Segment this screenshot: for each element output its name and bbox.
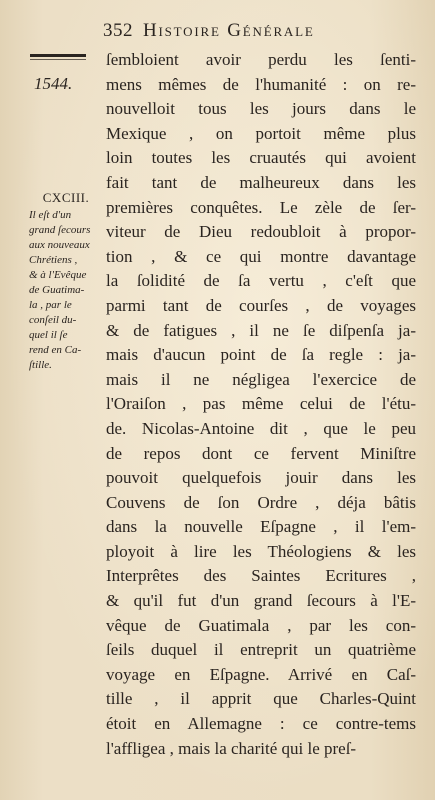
margin-note-line: grand ſecours xyxy=(29,224,91,236)
text-line: Mexique , on portoit même plus xyxy=(106,123,416,143)
text-line: ſeils duquel il entreprit un quatrième xyxy=(106,640,416,660)
text-line: loin toutes les cruautés qui avoient xyxy=(106,148,416,168)
ornamental-rule-thin xyxy=(30,59,86,60)
text-line: & de fatigues , il ne ſe diſpenſa ja- xyxy=(106,320,416,340)
text-line: l'Oraiſon , pas même celui de l'étu- xyxy=(106,394,416,414)
page-header xyxy=(103,20,423,44)
margin-note-line: rend en Ca- xyxy=(29,344,82,356)
text-line: pouvoit quelquefois jouir dans les xyxy=(106,468,416,488)
running-title: Histoire Générale xyxy=(143,20,315,41)
text-line: voyage en Eſpagne. Arrivé en Caſ- xyxy=(106,664,416,684)
page-number: 352 xyxy=(103,20,133,41)
margin-note-line: Chrétiens , xyxy=(29,254,78,266)
margin-note-line: & à l'Evêque xyxy=(29,269,87,281)
text-line: & qu'il fut d'un grand ſecours à l'E- xyxy=(106,591,416,611)
margin-note-line: quel il ſe xyxy=(29,329,68,341)
margin-year: 1544. xyxy=(34,74,73,93)
text-line: de. Nicolas-Antoine dit , que le peu xyxy=(106,418,416,438)
text-line: dans la nouvelle Eſpagne , il l'em- xyxy=(106,517,416,537)
margin-note-line: ſtille. xyxy=(29,359,52,371)
text-line: étoit en Allemagne : ce contre-tems xyxy=(106,714,416,734)
ornamental-rule xyxy=(30,54,86,57)
text-line: mais d'aucun point de ſa regle : ja- xyxy=(106,345,416,365)
text-line: mais il ne négligea l'exercice de xyxy=(106,369,416,389)
text-line: parmi tant de courſes , de voyages xyxy=(106,295,416,315)
margin-note-line: conſeil du- xyxy=(29,314,77,326)
margin-note-line: aux nouveaux xyxy=(29,239,90,251)
text-line: l'affligea , mais la charité qui le preſ- xyxy=(106,738,357,758)
text-line: fait tant de malheureux dans les xyxy=(106,172,416,192)
margin-note-line: de Guatima- xyxy=(29,284,85,296)
body-text xyxy=(106,48,416,761)
text-line: Couvens de ſon Ordre , déja bâtis xyxy=(106,492,416,512)
text-line: vêque de Guatimala , par les con- xyxy=(106,615,416,635)
text-line: ployoit à lire les Théologiens & les xyxy=(106,541,416,561)
text-line: de repos dont ce fervent Miniſtre xyxy=(106,443,416,463)
text-line: tion , & ce qui montre davantage xyxy=(106,246,416,266)
text-line: premières conquêtes. Le zèle de ſer- xyxy=(106,197,416,217)
text-line: viteur de Dieu redoubloit à propor- xyxy=(106,222,416,242)
margin-note-line: la , par le xyxy=(29,299,72,311)
text-line: tille , il apprit que Charles-Quint xyxy=(106,689,416,709)
text-line: mens mêmes de l'humanité : on re- xyxy=(106,74,416,94)
text-line: nouvelloit tous les jours dans le xyxy=(106,99,416,119)
text-line: la ſolidité de ſa vertu , c'eſt que xyxy=(106,271,416,291)
margin-note-line: Il eſt d'un xyxy=(29,209,72,221)
text-line: ſembloient avoir perdu les ſenti- xyxy=(106,50,416,69)
text-line: Interprêtes des Saintes Ecritures , xyxy=(106,566,416,586)
margin-note xyxy=(29,190,103,373)
margin-note-number: CXCIII. xyxy=(42,190,90,205)
